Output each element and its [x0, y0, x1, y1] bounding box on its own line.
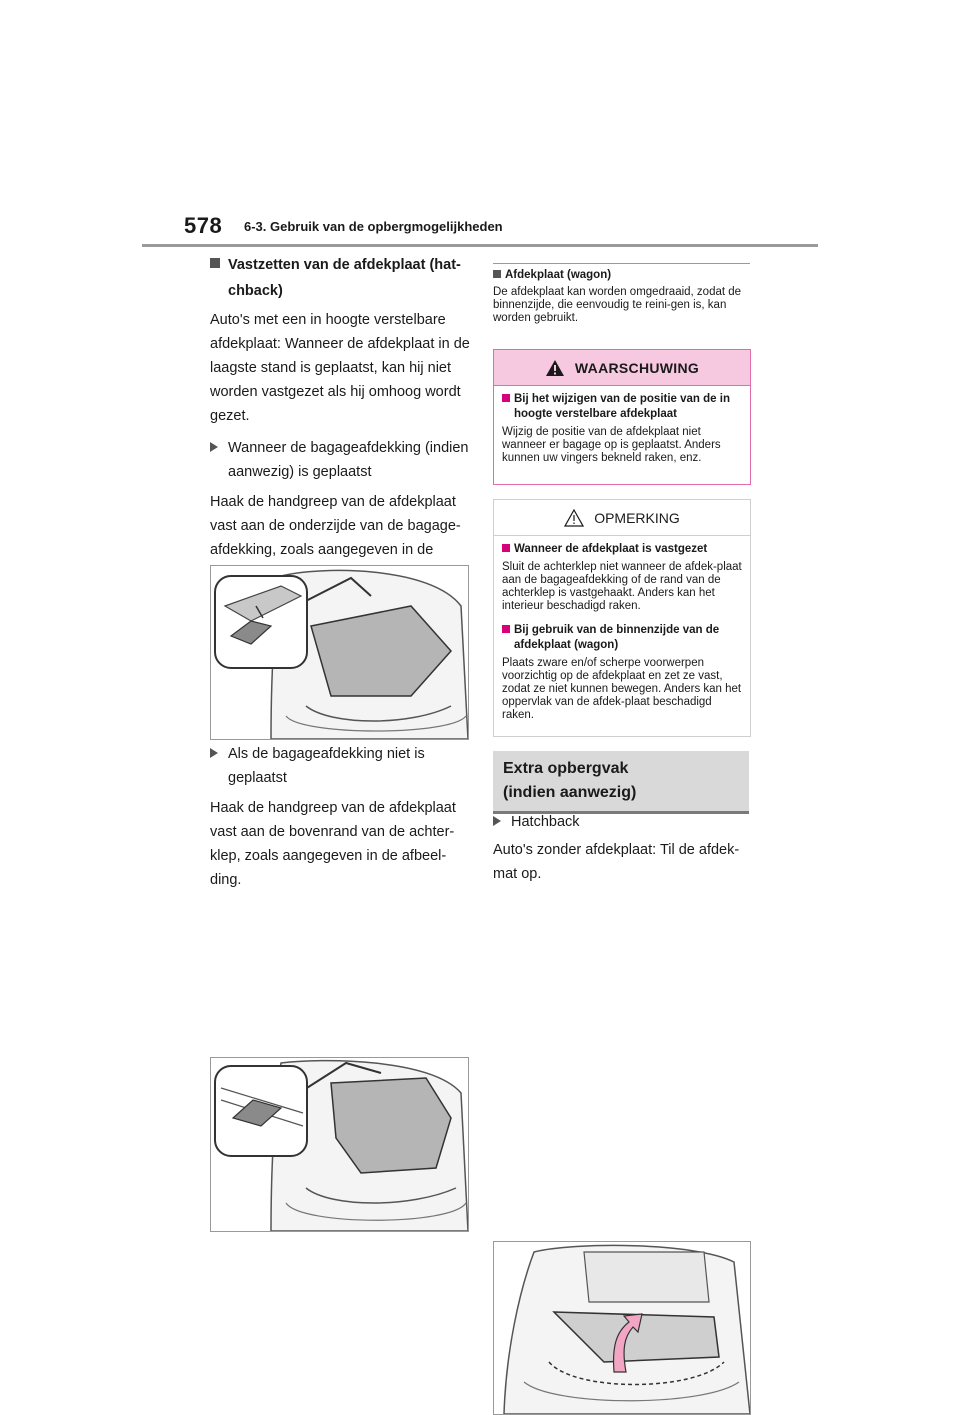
square-bullet-icon — [210, 258, 220, 268]
illustration-cover-hooked-tailgate — [210, 1057, 469, 1232]
heading-secure-cover — [210, 252, 470, 304]
extra-storage-title-line2: (indien aanwezig) — [503, 784, 637, 801]
triangle-bullet-icon — [210, 442, 218, 452]
note-item1-text: Sluit de achterklep niet wanneer de afdek-plaat aan de bagageafdekking of de rand van de achterklep is vastgehaakt. Anders kan het interieur beschadigd raken. — [502, 561, 742, 612]
extra-storage-title-line1: Extra opbergvak — [503, 760, 629, 777]
wagon-section — [493, 268, 750, 325]
note-box — [493, 499, 751, 737]
left-column-lower — [210, 742, 470, 892]
note-item2-heading — [502, 623, 742, 653]
warning-item-text: Wijzig de positie van de afdekplaat niet wanneer er bagage op is geplaatst. Anders kunnen uw vingers bekneld raken, enz. — [502, 426, 721, 464]
warning-body — [494, 386, 750, 473]
square-bullet-icon — [502, 394, 510, 402]
caution-triangle-icon — [564, 509, 584, 527]
car-trunk-illustration-2 — [211, 1058, 468, 1231]
triangle-bullet-icon — [210, 748, 218, 758]
note-body — [494, 536, 750, 730]
note-item1-heading-text: Wanneer de afdekplaat is vastgezet — [514, 543, 708, 555]
case1-title — [210, 436, 470, 484]
wagon-paragraph: De afdekplaat kan worden omgedraaid, zodat de binnenzijde, die eenvoudig te reini-gen is, kan worden gebruikt. — [493, 286, 742, 324]
hatchback-paragraph: Auto's zonder afdekplaat: Til de afdek-mat op. — [493, 842, 740, 882]
case1-paragraph: Haak de handgreep van de afdekplaat vast aan de onderzijde van de bagage-afdekking, zoals aangegeven in de — [210, 494, 461, 558]
right-top-rule — [493, 263, 750, 264]
square-bullet-icon — [502, 625, 510, 633]
wagon-heading-text: Afdekplaat (wagon) — [505, 269, 612, 281]
warning-item-heading — [502, 392, 742, 422]
section-title: 6-3. Gebruik van de opbergmogelijkheden — [244, 219, 503, 234]
triangle-bullet-icon — [493, 816, 501, 826]
note-item1-heading — [502, 542, 742, 557]
hatchback-label-text: Hatchback — [511, 814, 580, 830]
case2-title — [210, 742, 470, 790]
warning-triangle-icon — [545, 359, 565, 377]
case2-paragraph: Haak de handgreep van de afdekplaat vast aan de bovenrand van de achter-klep, zoals aangegeven in de afbeel-ding. — [210, 800, 456, 888]
warning-header — [494, 350, 750, 386]
case1-title-text: Wanneer de bagageafdekking (indien aanwezig) is geplaatst — [228, 440, 469, 480]
hatchback-label — [493, 810, 750, 834]
heading-text: Vastzetten van de afdekplaat (hat-chback) — [228, 257, 461, 299]
intro-paragraph: Auto's met een in hoogte verstelbare afdekplaat: Wanneer de afdekplaat in de laagste stand is geplaatst, kan hij niet worden vastgezet als hij omhoog wordt gezet. — [210, 312, 470, 424]
case2-title-text: Als de bagageafdekking niet is geplaatst — [228, 746, 425, 786]
extra-storage-title-box — [493, 751, 749, 814]
note-item2-text: Plaats zware en/of scherpe voorwerpen voorzichtig op de afdekplaat en zet ze vast, zodat ze niet kunnen bewegen. Anders kan het oppervlak van de afdek-plaat beschadigd raken. — [502, 657, 742, 721]
car-trunk-illustration-1 — [211, 566, 468, 739]
page-number: 578 — [184, 213, 223, 238]
note-item2-heading-text: Bij gebruik van de binnenzijde van de afdekplaat (wagon) — [514, 624, 720, 651]
warning-title: WAARSCHUWING — [574, 359, 700, 376]
left-column — [210, 252, 470, 610]
warning-item-heading-text: Bij het wijzigen van de positie van de in hoogte verstelbare afdekplaat — [514, 393, 730, 420]
square-bullet-icon — [502, 544, 510, 552]
illustration-lift-mat — [493, 1241, 751, 1415]
header-divider — [142, 244, 818, 247]
warning-box — [493, 349, 751, 485]
square-bullet-icon — [493, 270, 501, 278]
illustration-cover-hooked-bagage — [210, 565, 469, 740]
wagon-heading — [493, 268, 750, 283]
hatchback-section — [493, 810, 750, 886]
car-trunk-illustration-3 — [494, 1242, 750, 1414]
note-title: OPMERKING — [594, 509, 680, 526]
note-header — [494, 500, 750, 536]
